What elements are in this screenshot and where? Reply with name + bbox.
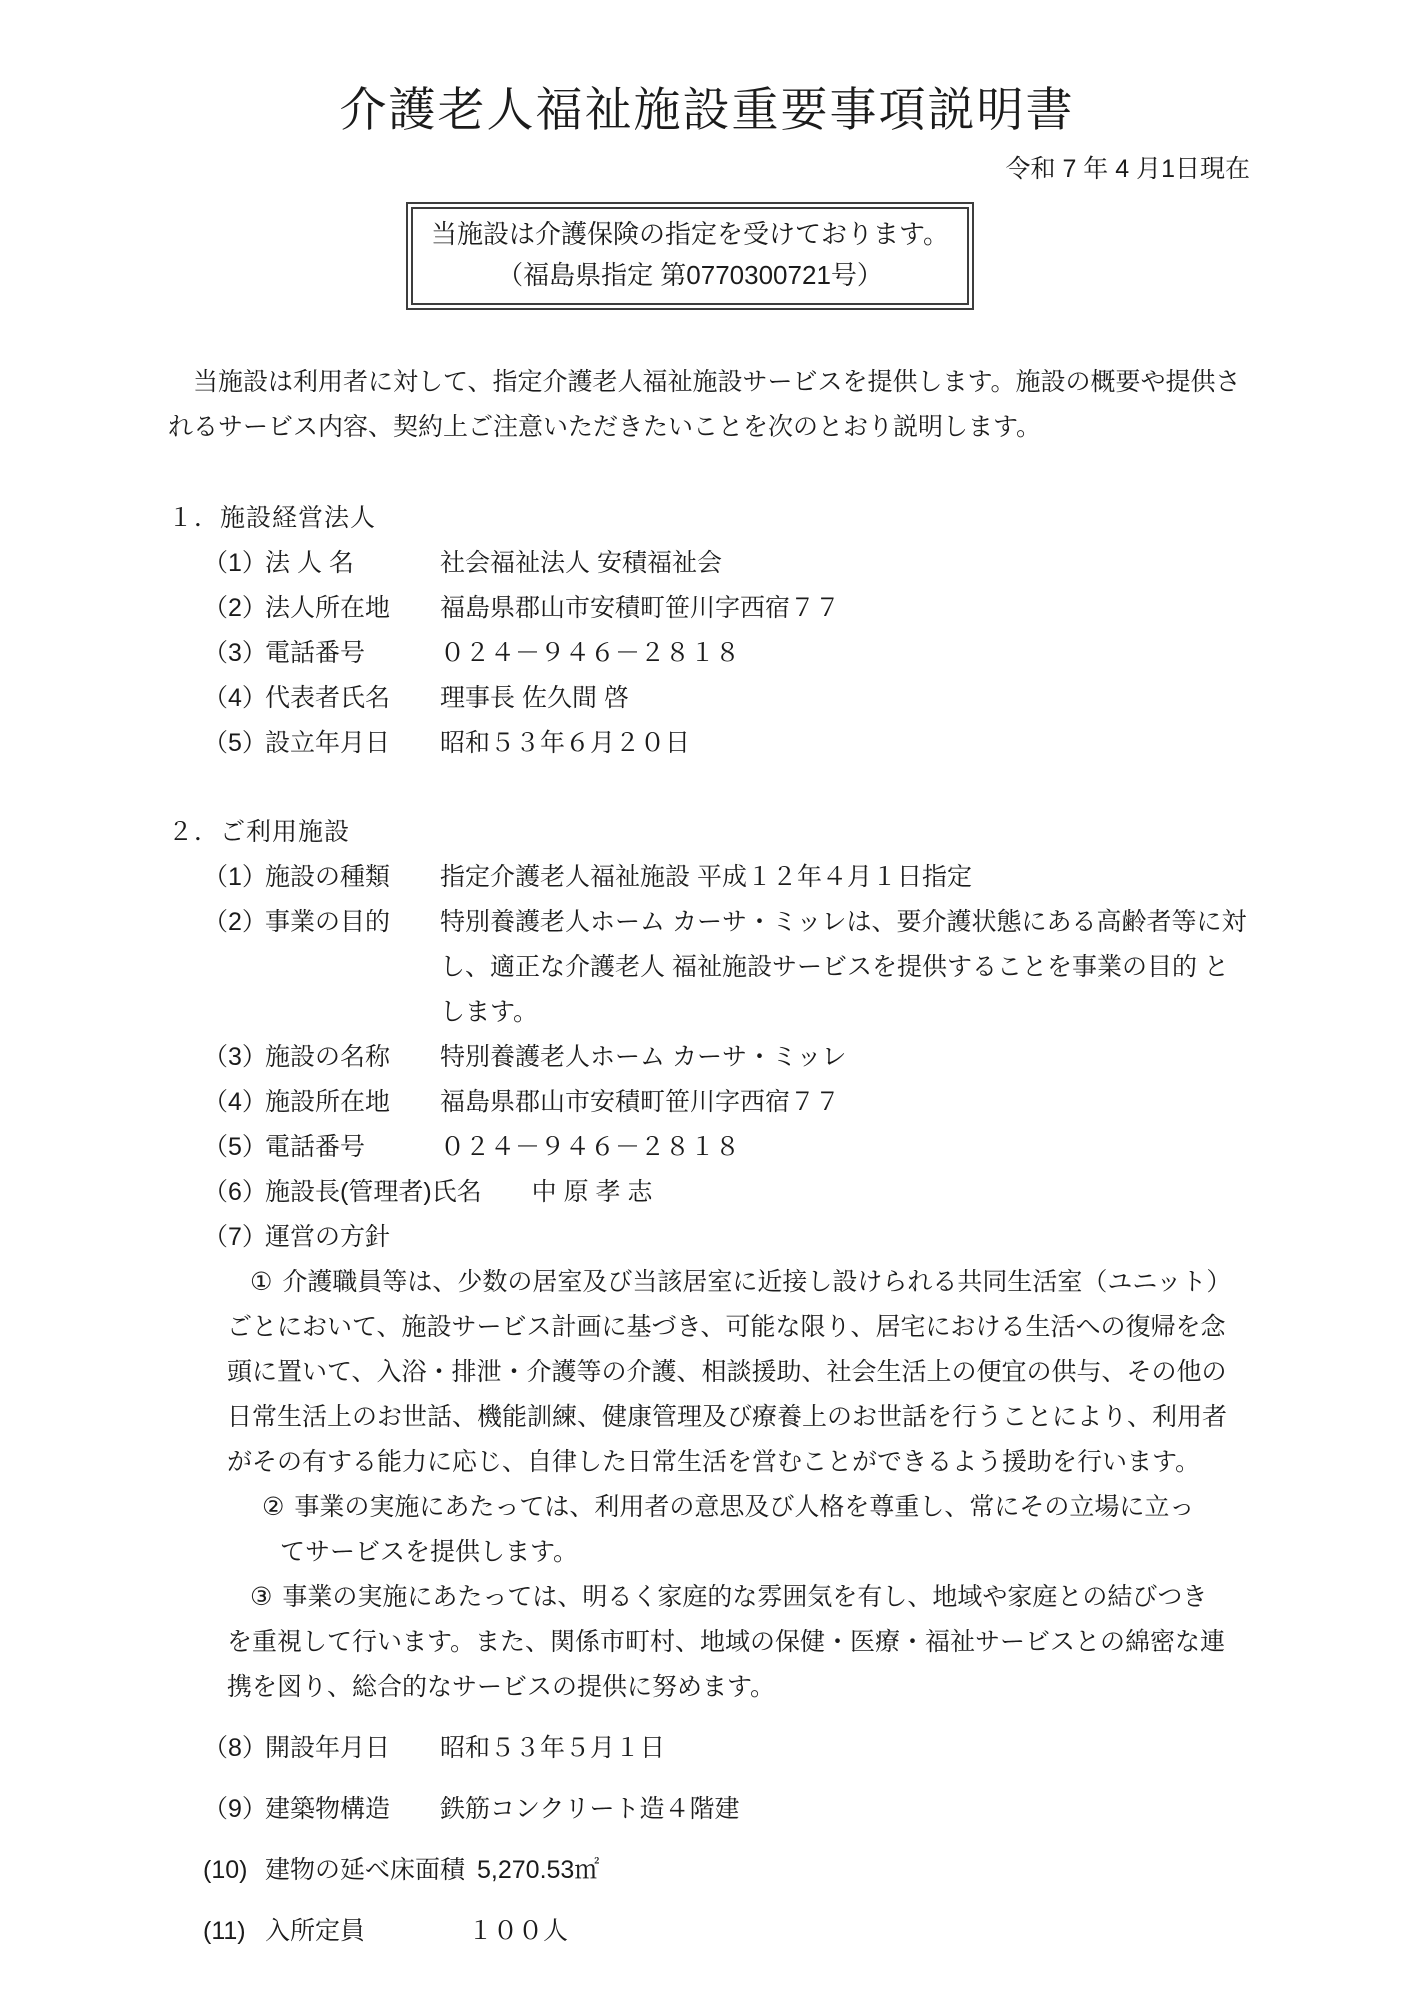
item-number: (10) (203, 1856, 248, 1885)
policy-text-3: 事業の実施にあたっては、明るく家庭的な雰囲気を有し、地域や家庭との結びつきを重視して行います。また、関係市町村、地域の保健・医療・福祉サービスとの綿密な連携を図り、総合的なサービスの提供に努めます。 (227, 1583, 1226, 1702)
item-label: 施設の名称 (265, 1043, 391, 1072)
item-value: 福島県郡山市安積町笹川字西宿７７ (440, 1088, 841, 1117)
item-label: 法 人 名 (265, 549, 354, 578)
policy-point-2-line2: てサービスを提供します。 (280, 1538, 579, 1567)
intro-paragraph: 当施設は利用者に対して、指定介護老人福祉施設サービスを提供します。施設の概要や提供されるサービス内容、契約上ご注意いただきたいことを次のとおり説明します。 (168, 368, 1241, 442)
policy-marker-3: ③ (250, 1583, 273, 1612)
item-value: 5,270.53㎡ (477, 1856, 600, 1885)
item-number: （5） (203, 729, 267, 758)
facility-detail-rows (168, 1726, 1250, 1954)
row-facility-type (168, 855, 1250, 900)
item-number: （5） (203, 1133, 267, 1162)
section-facility (168, 810, 1250, 1954)
item-label: 設立年月日 (265, 729, 391, 758)
item-label: 法人所在地 (265, 594, 391, 623)
item-value: 特別養護老人ホーム カーサ・ミッレは、要介護状態にある高齢者等に対し、適正な介護老人 福祉施設サービスを提供することを事業の目的 とします。 (440, 908, 1247, 1027)
item-number: （9） (203, 1795, 267, 1824)
policy-point-1 (227, 1260, 1229, 1485)
item-value: ０２４－９４６－２８１８ (440, 639, 741, 668)
item-value: 特別養護老人ホーム カーサ・ミッレ (440, 1043, 847, 1072)
item-number: (11) (203, 1917, 246, 1946)
item-number: （8） (203, 1734, 267, 1763)
item-label: 運営の方針 (265, 1223, 391, 1252)
item-value: 社会福祉法人 安積福祉会 (440, 549, 722, 578)
policy-point-3 (227, 1575, 1229, 1710)
insurance-notice-inner (411, 207, 969, 305)
item-value: 中 原 孝 志 (531, 1178, 653, 1207)
item-value: １００人 (468, 1917, 569, 1946)
row-facility-name (168, 1035, 1250, 1080)
row-business-purpose (168, 900, 1250, 1035)
item-number: （3） (203, 1043, 267, 1072)
row-facility-phone (168, 1125, 1250, 1170)
notice-line-2: （福島県指定 第0770300721号） (497, 260, 883, 291)
row-building-structure (168, 1787, 1250, 1832)
policy-point-2 (227, 1485, 1229, 1575)
item-number: （3） (203, 639, 267, 668)
item-label: 施設の種類 (265, 863, 391, 892)
item-label: 電話番号 (265, 639, 366, 668)
item-value: ０２４－９４６－２８１８ (440, 1133, 741, 1162)
item-label: 事業の目的 (265, 908, 391, 937)
policy-point-2-line1 (227, 1485, 1229, 1530)
item-value: 理事長 佐久間 啓 (440, 684, 629, 713)
item-number: （6） (203, 1178, 267, 1207)
item-number: （2） (203, 908, 267, 937)
section1-heading: １．施設経営法人 (168, 504, 377, 533)
section2-heading: ２．ご利用施設 (168, 818, 351, 847)
item-label: 電話番号 (265, 1133, 366, 1162)
row-representative (168, 676, 1250, 721)
item-number: （4） (203, 684, 267, 713)
policy-text-1: 介護職員等は、少数の居室及び当該居室に近接し設けられる共同生活室（ユニット）ごとにおいて、施設サービス計画に基づき、可能な限り、居宅における生活への復帰を念頭に置いて、入浴・排泄・介護等の介護、相談援助、社会生活上の便宜の供与、その他の日常生活上のお世話、機能訓練、健康管理及び療養上のお世話を行うことにより、利用者がその有する能力に応じ、自律した日常生活を営むことができるよう援助を行います。 (227, 1268, 1228, 1477)
item-number: （2） (203, 594, 267, 623)
row-operation-policy (168, 1215, 1250, 1260)
item-number: （4） (203, 1088, 267, 1117)
item-label: 入所定員 (265, 1917, 366, 1946)
policy-marker-1: ① (250, 1268, 273, 1297)
policy-marker-2: ② (262, 1493, 285, 1522)
item-number: （7） (203, 1223, 267, 1252)
item-value: 昭和５３年６月２０日 (440, 729, 691, 758)
policy-text-2: 事業の実施にあたっては、利用者の意思及び人格を尊重し、常にその立場に立っ (294, 1493, 1195, 1522)
document-body (0, 360, 1414, 1954)
row-capacity (168, 1909, 1250, 1954)
item-label: 建築物構造 (265, 1795, 391, 1824)
as-of-date: 令和 7 年 4 月1日現在 (1005, 155, 1250, 184)
row-corporate-address (168, 586, 1250, 631)
item-value: 昭和５３年５月１日 (440, 1734, 666, 1763)
row-corporate-phone (168, 631, 1250, 676)
item-label: 施設長(管理者)氏名 (265, 1178, 482, 1207)
item-value: 鉄筋コンクリート造４階建 (440, 1795, 740, 1824)
item-number: （1） (203, 549, 267, 578)
row-opening-date (168, 1726, 1250, 1771)
row-facility-manager (168, 1170, 1250, 1215)
item-label: 代表者氏名 (265, 684, 391, 713)
row-corporate-name (168, 541, 1250, 586)
item-value: 福島県郡山市安積町笹川字西宿７７ (440, 594, 841, 623)
document-title: 介護老人福祉施設重要事項説明書 (339, 83, 1075, 136)
item-label: 施設所在地 (265, 1088, 391, 1117)
item-label: 建物の延べ床面積 (265, 1856, 466, 1885)
row-floor-area (168, 1848, 1250, 1893)
item-value: 指定介護老人福祉施設 平成１２年４月１日指定 (440, 863, 972, 892)
insurance-notice-box (406, 202, 974, 310)
item-number: （1） (203, 863, 267, 892)
notice-line-1: 当施設は介護保険の指定を受けております。 (431, 219, 949, 250)
row-facility-address (168, 1080, 1250, 1125)
section-operator (168, 496, 1250, 766)
item-label: 開設年月日 (265, 1734, 391, 1763)
row-establishment-date (168, 721, 1250, 766)
